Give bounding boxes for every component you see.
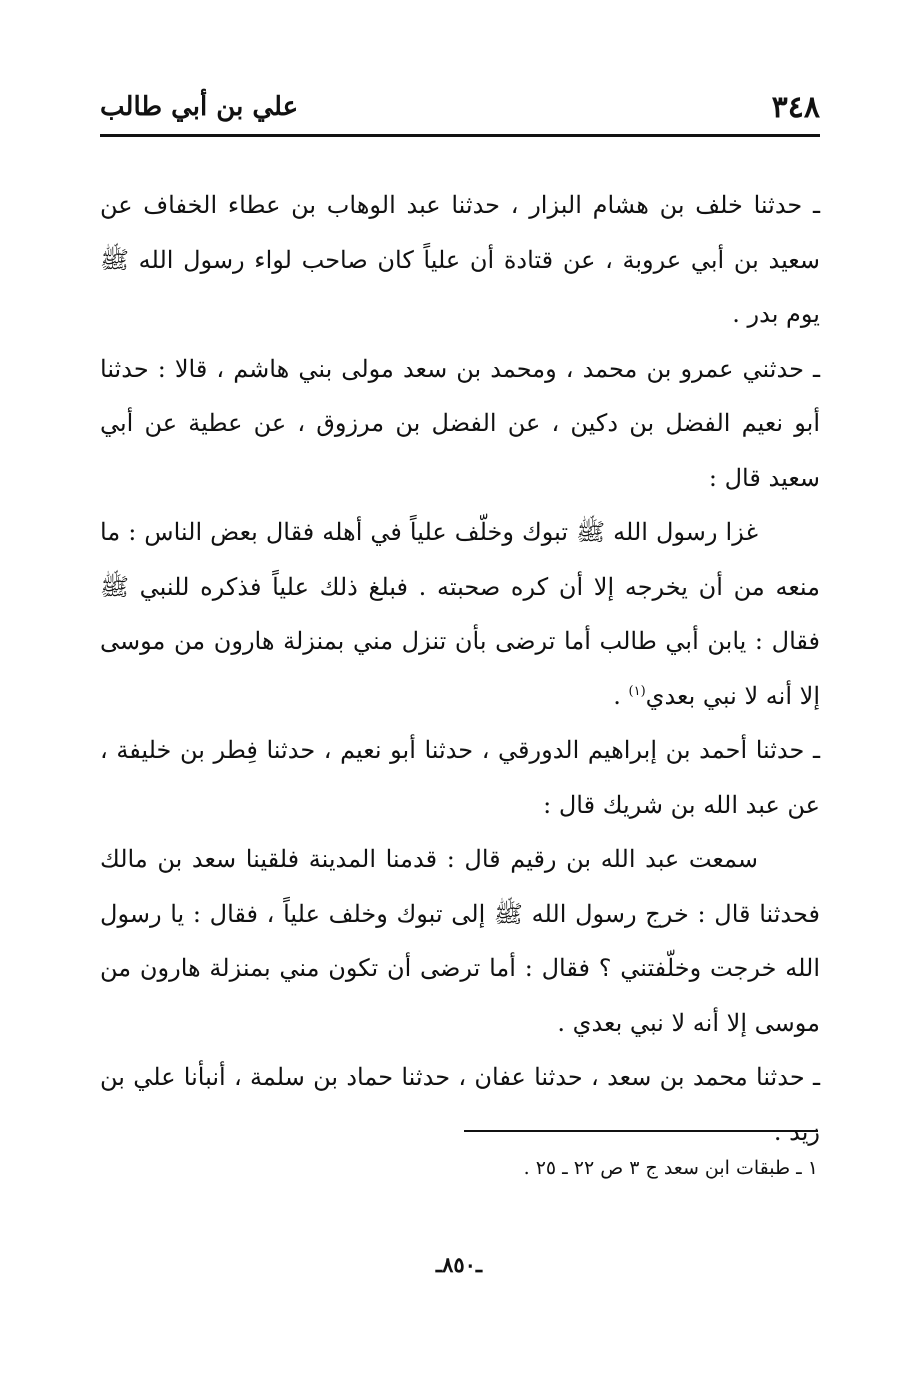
main-text (100, 178, 820, 1159)
folio-number: ـ٨٥٠ـ (435, 1252, 483, 1277)
paragraph-3 (100, 505, 820, 723)
footnote: ١ ـ طبقات ابن سعد ج ٣ ص ٢٢ ـ ٢٥ . (523, 1157, 818, 1179)
paragraph-5: سمعت عبد الله بن رقيم قال : قدمنا المدينة فلقينا سعد بن مالك فحدثنا قال : خرج رسول الله ﷺ إلى تبوك وخلف علياً ، فقال : يا رسول الله خرجت وخلّفتني ؟ فقال : أما ترضى أن تكون مني بمنزلة هارون من موسى إلا أنه لا نبي بعدي . (100, 845, 820, 1037)
paragraph-3-end: . (613, 681, 629, 710)
paragraph-1: ـ حدثنا خلف بن هشام البزار ، حدثنا عبد الوهاب بن عطاء الخفاف عن سعيد بن أبي عروبة ، عن قتادة أن علياً كان صاحب لواء رسول الله ﷺ يوم بدر . (100, 191, 821, 328)
page-number: ٣٤٨ (771, 90, 820, 125)
header-rule (100, 134, 820, 137)
paragraph-4: ـ حدثنا أحمد بن إبراهيم الدورقي ، حدثنا أبو نعيم ، حدثنا فِطر بن خليفة ، عن عبد الله بن شريك قال : (100, 736, 820, 819)
footnote-marker: (١) (628, 683, 646, 699)
paragraph-2: ـ حدثني عمرو بن محمد ، ومحمد بن سعد مولى بني هاشم ، قالا : حدثنا أبو نعيم الفضل بن دكين ، عن الفضل بن مرزوق ، عن عطية عن أبي سعيد قال : (100, 354, 821, 492)
running-header (100, 88, 820, 132)
running-title: علي بن أبي طالب (100, 92, 299, 122)
footnote-rule (464, 1130, 818, 1132)
paragraph-6: ـ حدثنا محمد بن سعد ، حدثنا عفان ، حدثنا حماد بن سلمة ، أنبأنا علي بن زيد . (100, 1063, 820, 1146)
paragraph-3-text: غزا رسول الله ﷺ تبوك وخلّف علياً في أهله فقال بعض الناس : ما منعه من أن يخرجه إلا أن كره صحبته . فبلغ ذلك علياً فذكره للنبي ﷺ فقال : يابن أبي طالب أما ترضى بأن تنزل مني بمنزلة هارون من موسى إلا أنه لا نبي بعدي (100, 518, 820, 710)
